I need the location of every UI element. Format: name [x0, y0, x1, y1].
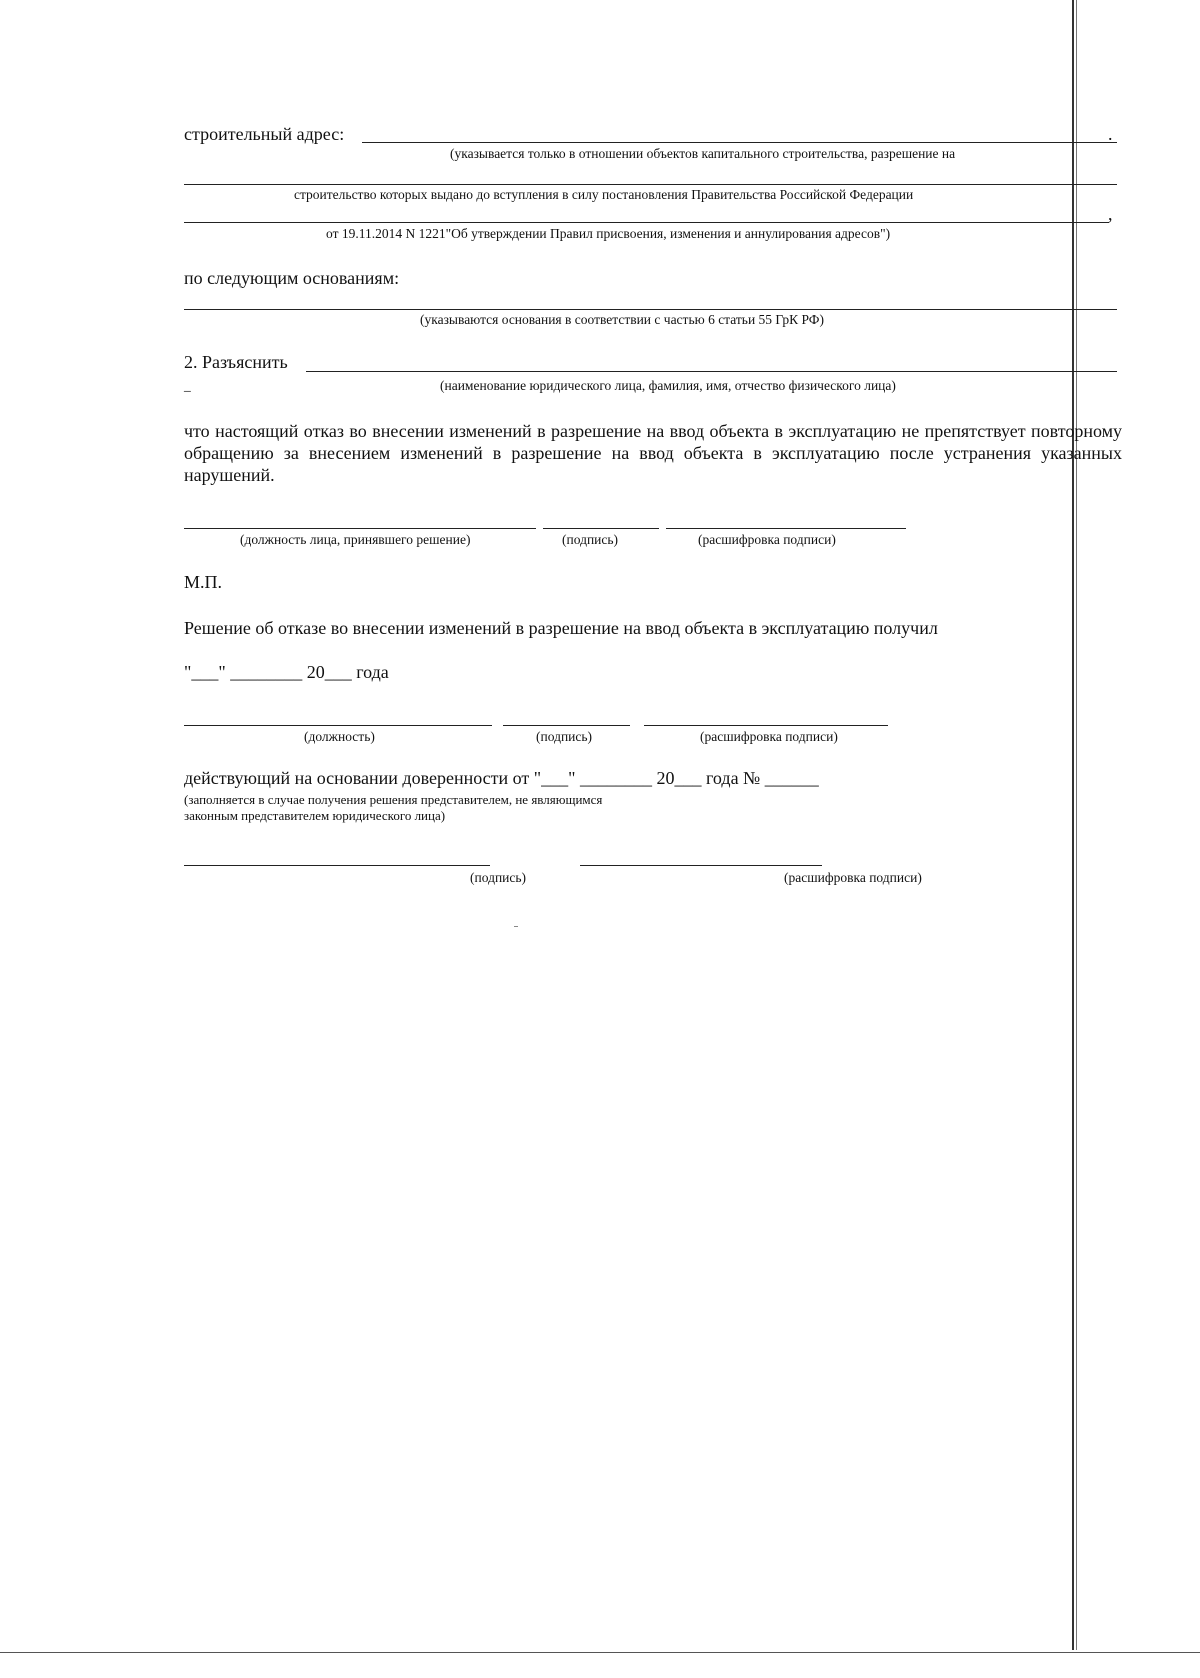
grounds-caption: (указываются основания в соответствии с частью 6 статьи 55 ГрК РФ) — [420, 312, 824, 327]
scan-border-right — [1072, 0, 1074, 1650]
received-date-line: "___" ________ 20___ года — [184, 662, 389, 682]
sig2-position-caption: (должность) — [304, 729, 375, 744]
sig1-signature-caption: (подпись) — [562, 532, 619, 547]
clarify-label: 2. Разъяснить — [184, 352, 288, 372]
proxy-note-1: (заполняется в случае получения решения представителем, не являющимся — [184, 792, 603, 807]
sig1-position-caption: (должность лица, принявшего решение) — [240, 532, 471, 547]
stamp-label: М.П. — [184, 572, 223, 592]
sig2-decode-line — [644, 725, 888, 726]
address-caption-2: строительство которых выдано до вступления в силу постановления Правительства Российской Федерации — [294, 187, 914, 202]
grounds-label: по следующим основаниям: — [184, 268, 400, 288]
address-end-comma: , — [1108, 204, 1113, 224]
sig2-position-line — [184, 725, 492, 726]
sig1-position-line — [184, 528, 536, 529]
sig3-signature-caption: (подпись) — [470, 870, 527, 885]
clarify-caption: (наименование юридического лица, фамилия, имя, отчество физического лица) — [440, 378, 896, 393]
address-end-dot: . — [1108, 124, 1113, 144]
sig1-signature-line — [543, 528, 659, 529]
clarify-paragraph: что настоящий отказ во внесении изменений в разрешение на ввод объекта в эксплуатацию не препятствует повторному обращению за внесением изменений в разрешение на ввод объекта в эксплуатацию после устранения указанных нарушений. — [184, 421, 1122, 485]
sig2-decode-caption: (расшифровка подписи) — [700, 729, 838, 744]
address-line-1 — [362, 142, 1117, 143]
proxy-text: действующий на основании доверенности от "___" ________ 20___ года № ______ — [184, 768, 819, 788]
sig1-decode-line — [666, 528, 906, 529]
sig3-decode-caption: (расшифровка подписи) — [784, 870, 922, 885]
scan-speck — [514, 926, 518, 927]
sig1-decode-caption: (расшифровка подписи) — [698, 532, 836, 547]
grounds-line — [184, 309, 1117, 310]
address-line-2 — [184, 184, 1117, 185]
sig2-signature-caption: (подпись) — [536, 729, 593, 744]
scan-border-right-inner — [1076, 0, 1077, 1650]
address-line-3 — [184, 222, 1109, 223]
clarify-line — [306, 371, 1117, 372]
scan-border-bottom — [0, 1652, 1200, 1653]
proxy-note-2: законным представителем юридического лица) — [184, 808, 446, 823]
sig3-signature-line — [184, 865, 490, 866]
address-label: строительный адрес: — [184, 124, 345, 144]
sig2-signature-line — [503, 725, 630, 726]
received-text: Решение об отказе во внесении изменений в разрешение на ввод объекта в эксплуатацию получил — [184, 618, 938, 638]
address-caption-3: от 19.11.2014 N 1221"Об утверждении Правил присвоения, изменения и аннулирования адресов") — [326, 226, 891, 241]
clarify-dash: _ — [184, 378, 191, 393]
address-caption-1: (указывается только в отношении объектов капитального строительства, разрешение на — [450, 146, 956, 161]
sig3-decode-line — [580, 865, 822, 866]
